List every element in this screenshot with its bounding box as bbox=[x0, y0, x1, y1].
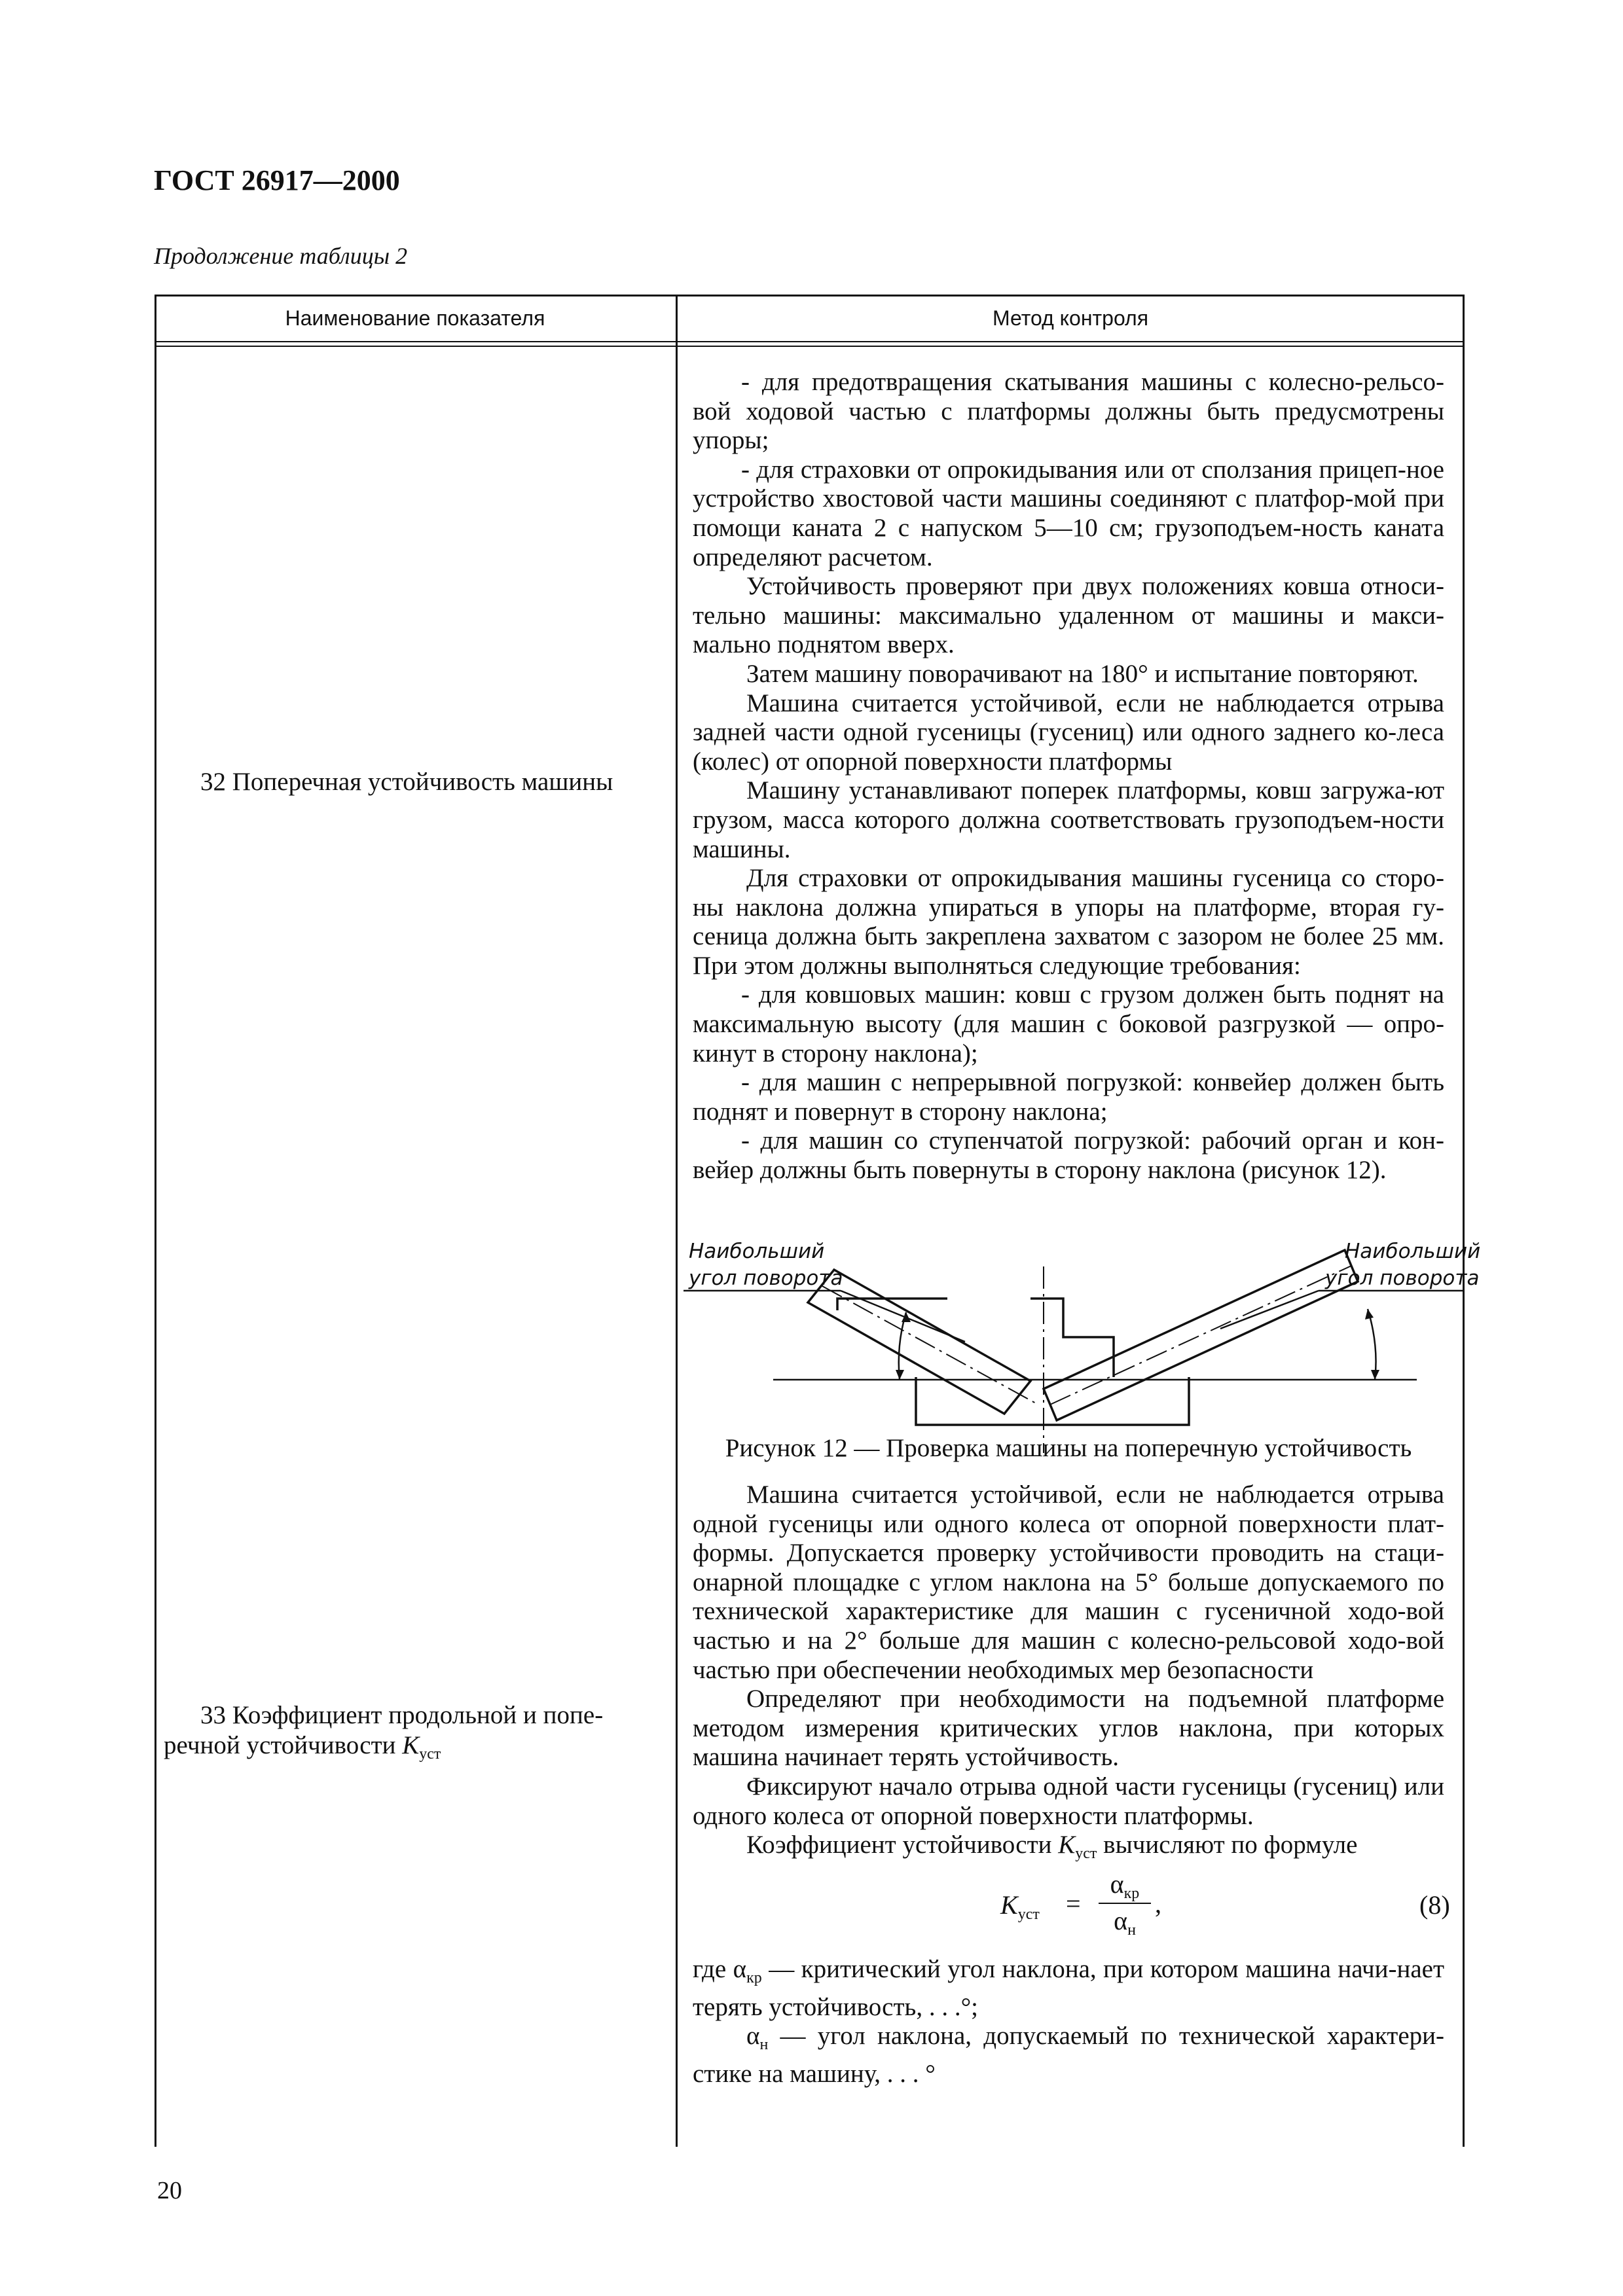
formula-num-symbol: α bbox=[1110, 1869, 1124, 1899]
left-boom-axis bbox=[822, 1286, 1037, 1404]
method-paragraph: - для страховки от опрокидывания или от сползания прицеп-ное устройство хвостовой части машины соединяют с платфор-мой при помощи каната 2 с напуском 5—10 см; грузоподъем-ность каната определяют расчетом. bbox=[693, 455, 1444, 571]
method-paragraph: Затем машину поворачивают на 180° и испытание повторяют. bbox=[746, 659, 1419, 688]
page-number: 20 bbox=[157, 2177, 182, 2204]
table-header-divider-2 bbox=[155, 346, 1464, 347]
formula-intro-text-end: вычисляют по формуле bbox=[1103, 1831, 1358, 1859]
formula-numerator bbox=[1099, 1869, 1151, 1903]
left-label-line1: Наибольший bbox=[689, 1240, 825, 1263]
right-boom bbox=[1044, 1250, 1358, 1420]
formula-fraction-bar bbox=[1099, 1903, 1151, 1904]
method-paragraph: - для машин со ступенчатой погрузкой: рабочий орган и кон-вейер должны быть повернуты в сторону наклона (рисунок 12). bbox=[693, 1126, 1444, 1185]
method-paragraph: Машину устанавливают поперек платформы, ковш загружа-ют грузом, масса которого должна соответствовать грузоподъем-ности машины. bbox=[693, 776, 1444, 863]
right-label-line2: угол поворота bbox=[1325, 1266, 1480, 1290]
method-paragraph: Машина считается устойчивой, если не наблюдается отрыва одной гусеницы или одного колеса от опорной поверхности плат-формы. Допускается проверку устойчивости проводить на стаци-онарной площадке с углом наклона на 5° больше допускаемого по технической характеристике для машин с гусеничной ходо-вой частью и на 2° больше для машин с колесно-рельсовой ходо-вой частью при обеспечении необходимых мер безопасности bbox=[693, 1480, 1444, 1684]
row-33-subscript: уст bbox=[419, 1746, 441, 1763]
formula-den-symbol: α bbox=[1114, 1906, 1128, 1935]
method-paragraph: Определяют при необходимости на подъемной платформе методом измерения критических углов наклона, при которых машина начинает терять устойчивость. bbox=[693, 1685, 1444, 1772]
formula-lhs-symbol: K bbox=[1000, 1890, 1018, 1920]
column-header-indicator: Наименование показателя bbox=[285, 306, 545, 330]
row-33-name-text: речной устойчивости bbox=[164, 1731, 396, 1759]
method-paragraph: - для ковшовых машин: ковш с грузом должен быть поднят на максимальную высоту (для машин с боковой разгрузкой — опро-кинут в сторону наклона); bbox=[693, 980, 1444, 1067]
right-arc-arrow-bottom bbox=[1371, 1370, 1379, 1380]
right-arc-arrow-top bbox=[1365, 1309, 1374, 1319]
formula-denominator bbox=[1099, 1905, 1151, 1939]
formula-equals: = bbox=[1066, 1889, 1081, 1918]
right-boom-axis bbox=[1050, 1266, 1351, 1405]
right-label-line1: Наибольший bbox=[1345, 1240, 1481, 1263]
table-continuation-caption: Продолжение таблицы 2 bbox=[154, 243, 408, 269]
row-33-name-line2 bbox=[164, 1731, 668, 1769]
formula-num-subscript: кр bbox=[1123, 1885, 1140, 1902]
where-1-start: где α bbox=[693, 1955, 747, 1983]
formula-intro-symbol: K bbox=[1058, 1831, 1076, 1859]
where-1-text: — критический угол наклона, при котором машина начи-нает терять устойчивость, . . .°; bbox=[693, 1955, 1445, 2021]
formula-intro-text: Коэффициент устойчивости bbox=[746, 1831, 1052, 1859]
platform-top-left bbox=[837, 1299, 947, 1310]
table-left-border bbox=[155, 295, 156, 2147]
where-2-subscript: н bbox=[759, 2036, 769, 2054]
figure-12-caption: Рисунок 12 — Проверка машины на поперечную устойчивость bbox=[725, 1434, 1412, 1462]
table-header-divider-1 bbox=[155, 341, 1464, 342]
method-block-2 bbox=[693, 1480, 1444, 1869]
method-paragraph: - для машин с непрерывной погрузкой: конвейер должен быть поднят и повернут в сторону наклона; bbox=[693, 1068, 1444, 1126]
where-2-start: α bbox=[746, 2022, 760, 2051]
row-33-name bbox=[164, 1700, 668, 1769]
method-paragraph: Фиксируют начало отрыва одной части гусеницы (гусениц) или одного колеса от опорной поверхности платформы. bbox=[693, 1772, 1444, 1830]
method-paragraph: - для предотвращения скатывания машины с колесно-рельсо-вой ходовой частью с платформы должны быть предусмотрены упоры; bbox=[693, 368, 1444, 455]
left-angle-arc bbox=[899, 1312, 906, 1380]
where-1-subscript: кр bbox=[746, 1969, 762, 1986]
left-arc-arrow-bottom bbox=[896, 1370, 904, 1380]
column-header-method: Метод контроля bbox=[992, 306, 1149, 330]
table-top-border bbox=[155, 295, 1464, 296]
method-paragraph: Для страховки от опрокидывания машины гусеница со сторо-ны наклона должна упираться в упоры на платформе, вторая гу-сеница должна быть закреплена захватом с зазором не более 25 мм. При этом должны выполняться следующие требования: bbox=[693, 864, 1444, 980]
where-line-1 bbox=[693, 1955, 1444, 2022]
left-arc-arrow-top bbox=[902, 1312, 911, 1322]
row-33-name-line1: 33 Коэффициент продольной и попе- bbox=[200, 1701, 604, 1729]
method-paragraph: Машина считается устойчивой, если не наблюдается отрыва задней части одной гусеницы (гусениц) или одного заднего ко-леса (колес) от опорной поверхности платформы bbox=[693, 689, 1444, 776]
where-2-text: — угол наклона, допускаемый по технической характери-стике на машину, . . . ° bbox=[693, 2022, 1444, 2088]
where-line-2 bbox=[693, 2022, 1444, 2089]
right-angle-arc bbox=[1368, 1309, 1376, 1380]
left-label-line2: угол поворота bbox=[689, 1266, 843, 1290]
formula-where-block bbox=[693, 1955, 1444, 2089]
figure-12-diagram bbox=[684, 1230, 1481, 1466]
table-column-divider bbox=[676, 295, 678, 2147]
formula-comma: , bbox=[1155, 1889, 1161, 1918]
formula-intro-subscript: уст bbox=[1075, 1845, 1097, 1863]
formula-number: (8) bbox=[1419, 1890, 1450, 1920]
method-block-1 bbox=[693, 368, 1444, 1185]
row-33-symbol: K bbox=[402, 1731, 420, 1759]
indicators-table bbox=[155, 295, 1481, 2147]
formula-lhs-subscript: уст bbox=[1017, 1906, 1040, 1923]
method-paragraph: Устойчивость проверяют при двух положениях ковша относи-тельно машины: максимально удаленном от машины и макси-мально поднятом вверх. bbox=[693, 572, 1444, 659]
formula-lhs bbox=[1000, 1890, 1040, 1924]
formula-den-subscript: н bbox=[1127, 1922, 1136, 1939]
formula-8 bbox=[1000, 1869, 1210, 1941]
formula-intro bbox=[693, 1831, 1444, 1869]
table-right-border bbox=[1463, 295, 1465, 2147]
row-32-name: 32 Поперечная устойчивость машины bbox=[200, 768, 613, 796]
document-header: ГОСТ 26917—2000 bbox=[154, 164, 400, 196]
